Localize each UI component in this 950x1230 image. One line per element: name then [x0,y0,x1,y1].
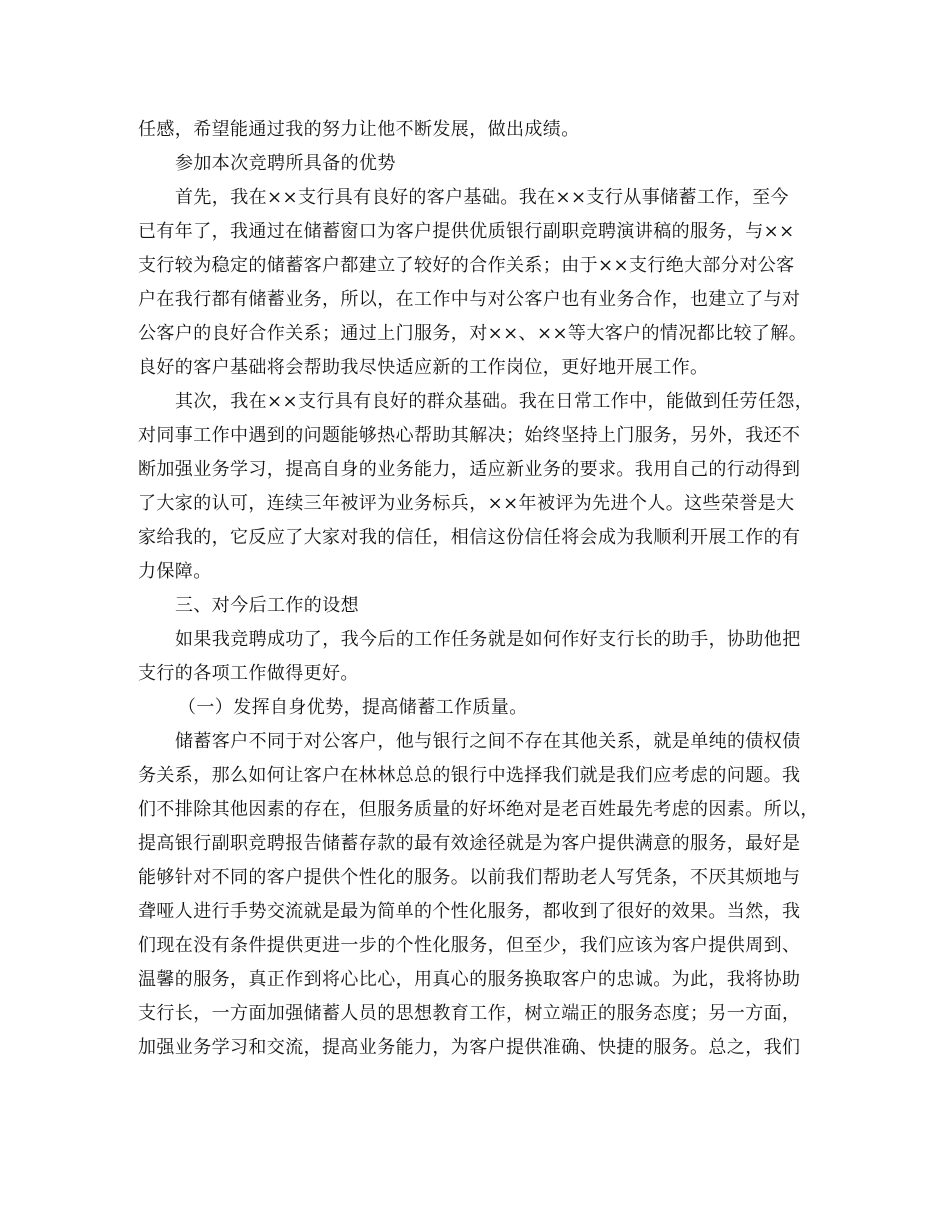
text-line: 们不排除其他因素的存在，但服务质量的好坏绝对是老百姓最先考虑的因素。所以， [138,799,819,820]
text-line: 力保障。 [138,561,212,582]
text-line: 其次，我在××支行具有良好的群众基础。我在日常工作中，能做到任劳任怨， [175,391,814,412]
text-line: 聋哑人进行手势交流就是最为简单的个性化服务，都收到了很好的效果。当然，我 [138,901,801,922]
text-line: 任感，希望能通过我的努力让他不断发展，做出成绩。 [138,119,580,140]
text-line: 支行较为稳定的储蓄客户都建立了较好的合作关系；由于××支行绝大部分对公客 [138,255,795,276]
text-line: 户在我行都有储蓄业务，所以，在工作中与对公客户也有业务合作，也建立了与对 [138,289,801,310]
text-line: 加强业务学习和交流，提高业务能力，为客户提供准确、快捷的服务。总之，我们 [138,1037,801,1058]
text-line: 提高银行副职竞聘报告储蓄存款的最有效途径就是为客户提供满意的服务，最好是 [138,833,801,854]
text-line: 家给我的，它反应了大家对我的信任，相信这份信任将会成为我顺利开展工作的有 [138,527,801,548]
text-line: 了大家的认可，连续三年被评为业务标兵，××年被评为先进个人。这些荣誉是大 [138,493,795,514]
text-line: 能够针对不同的客户提供个性化的服务。以前我们帮助老人写凭条，不厌其烦地与 [138,867,801,888]
text-line: 首先，我在××支行具有良好的客户基础。我在××支行从事储蓄工作，至今 [175,187,789,208]
text-line: 对同事工作中遇到的问题能够热心帮助其解决；始终坚持上门服务，另外，我还不 [138,425,801,446]
text-line: 支行的各项工作做得更好。 [138,663,359,684]
text-line: 支行长，一方面加强储蓄人员的思想教育工作，树立端正的服务态度；另一方面， [138,1003,801,1024]
section-heading: 三、对今后工作的设想 [175,595,359,616]
text-line: 如果我竞聘成功了，我今后的工作任务就是如何作好支行长的助手，协助他把 [175,629,801,650]
text-line: 已有年了，我通过在储蓄窗口为客户提供优质银行副职竞聘演讲稿的服务，与×× [138,221,795,242]
text-line: 公客户的良好合作关系；通过上门服务，对××、××等大客户的情况都比较了解。 [138,323,808,344]
text-line: 储蓄客户不同于对公客户，他与银行之间不存在其他关系，就是单纯的债权债 [175,731,801,752]
text-line: 们现在没有条件提供更进一步的个性化服务，但至少，我们应该为客户提供周到、 [138,935,801,956]
text-line: 断加强业务学习，提高自身的业务能力，适应新业务的要求。我用自己的行动得到 [138,459,801,480]
text-line: 温馨的服务，真正作到将心比心，用真心的服务换取客户的忠诚。为此，我将协助 [138,969,801,990]
text-line: 良好的客户基础将会帮助我尽快适应新的工作岗位，更好地开展工作。 [138,357,709,378]
section-heading: 参加本次竞聘所具备的优势 [175,153,396,174]
subsection-heading: （一）发挥自身优势，提高储蓄工作质量。 [178,697,528,718]
document-body [138,113,828,1065]
text-line: 务关系，那么如何让客户在林林总总的银行中选择我们就是我们应考虑的问题。我 [138,765,801,786]
